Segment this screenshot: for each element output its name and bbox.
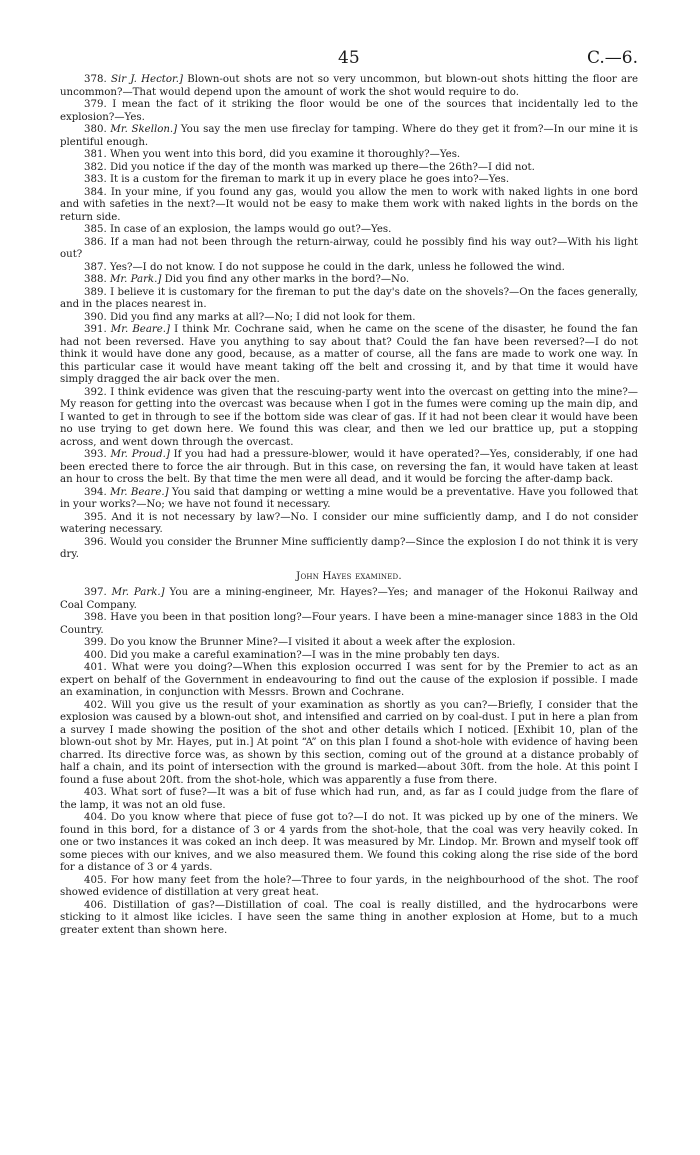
question-paragraph [60,262,638,275]
question-paragraph [60,637,638,650]
testimony-text: In case of an explosion, the lamps would go out?—Yes. [109,224,392,235]
testimony-text: Distillation of gas?—Distillation of coal. The coal is really distilled, and the hydrocarbons were sticking to it almost like icicles. I have seen the same thing in another explosion at Home, but to a much greater extent than shown here. [60,899,638,936]
question-number: 393. [84,449,107,460]
question-number: 390. [84,311,107,323]
question-number: 387. [84,261,107,273]
testimony-text: Blown-out shots are not so very uncommon, but blown-out shots hitting the floor are uncommon?—That would depend upon the amount of work the shot would require to do. [60,74,638,98]
question-number: 383. [84,174,107,185]
testimony-text: In your mine, if you found any gas, would you allow the men to work with naked lights in one bord and with safeties in the next?—It would not be easy to make them work with naked lights in the bords on the return side. [60,186,638,223]
speaker-name: Mr. Park.] [109,274,162,285]
question-paragraph [60,650,638,663]
question-number: 406. [84,899,107,911]
testimony-text: Do you know the Brunner Mine?—I visited it about a week after the explosion. [109,637,516,648]
question-paragraph [60,387,638,450]
evidence-section-1 [60,74,638,562]
testimony-text: Do you know where that piece of fuse got to?—I do not. It was picked up by one of the miners. We found in this bord, for a distance of 3 or 4 yards from the shot-hole, that the coal was very heavily coked. In one or two instances it was coked an inch deep. It was measured by Mr. Lindop. Mr. Brown and myself took off some pieces with our knives, and we also measured them. We found this coking along the rise side of the bord for a distance of 3 or 4 yards. [60,812,638,873]
question-paragraph [60,237,638,262]
question-paragraph [60,224,638,237]
question-number: 404. [84,812,107,823]
question-number: 391. [84,324,107,335]
question-paragraph [60,187,638,225]
question-paragraph [60,324,638,387]
question-number: 396. [84,536,107,548]
testimony-text: You say the men use fireclay for tamping. Where do they get it from?—In our mine it is plentiful enough. [60,124,639,148]
question-number: 379. [84,99,107,110]
question-paragraph [60,487,638,512]
speaker-name: Mr. Beare.] [110,486,169,498]
testimony-text: Yes?—I do not know. I do not suppose he could in the dark, unless he followed the wind. [109,261,565,273]
testimony-text: I think Mr. Cochrane said, when he came on the scene of the disaster, he found the fan had not been reversed. Have you anything to say about that? Could the fan have been reversed?—I do not think it would have done any good, because, as a matter of course, all the fans are made to work one way. In this particular case it would have meant taking off the belt and crossing it, and by that time it would have simply dragged the air back over the men. [60,324,638,385]
testimony-text: Did you notice if the day of the month was marked up there—the 26th?—I did not. [109,161,535,173]
testimony-text: If a man had not been through the return-airway, could he possibly find his way out?—With his light out? [60,236,638,260]
question-number: 378. [84,74,107,85]
question-number: 402. [84,699,107,711]
testimony-text: Have you been in that position long?—Four years. I have been a mine-manager since 1883 in the Old Country. [60,612,638,636]
question-number: 400. [84,649,107,661]
question-paragraph [60,787,638,812]
testimony-text: I mean the fact of it striking the floor would be one of the sources that incidentally led to the explosion?—Yes. [60,99,638,123]
question-number: 382. [84,161,107,173]
document-page [60,40,638,937]
document-reference: C.—6. [586,48,638,68]
question-paragraph [60,900,638,938]
evidence-section-2 [60,587,638,937]
question-number: 405. [84,874,107,886]
question-paragraph [60,587,638,612]
testimony-text: You are a mining-engineer, Mr. Hayes?—Yes; and manager of the Hokonui Railway and Coal Company. [60,587,638,611]
testimony-text: Did you find any other marks in the bord?—No. [161,274,410,285]
question-paragraph [60,875,638,900]
question-number: 403. [84,787,107,798]
speaker-name: Mr. Beare.] [110,324,171,335]
speaker-name: Sir J. Hector.] [110,74,183,85]
testimony-text: Did you find any marks at all?—No; I did not look for them. [109,311,416,323]
question-paragraph [60,99,638,124]
testimony-text: What were you doing?—When this explosion occurred I was sent for by the Premier to act as an expert on behalf of the Government in endeavouring to find out the cause of the explosion if possible. I made an examination, in conjunction with Messrs. Brown and Cochrane. [60,662,638,698]
question-paragraph [60,287,638,312]
testimony-text: You said that damping or wetting a mine would be a preventative. Have you followed that in your works?—No; we have not found it necessary. [60,486,638,510]
testimony-text: What sort of fuse?—It was a bit of fuse which had run, and, as far as I could judge from the flare of the lamp, it was not an old fuse. [60,787,638,811]
speaker-name: Mr. Proud.] [110,449,170,460]
speaker-name: Mr. Park.] [111,587,165,598]
question-paragraph [60,149,638,162]
page-number: 45 [338,48,360,68]
question-number: 399. [84,637,107,648]
question-paragraph [60,312,638,325]
question-paragraph [60,612,638,637]
question-paragraph [60,174,638,187]
question-number: 392. [84,386,107,398]
question-number: 381. [84,149,107,160]
witness-heading: John Hayes examined. [296,570,402,582]
question-number: 386. [84,236,107,248]
testimony-text: Did you make a careful examination?—I was in the mine probably ten days. [109,649,500,661]
question-number: 397. [84,587,107,598]
question-number: 389. [84,286,107,298]
question-number: 384. [84,186,107,198]
testimony-text: It is a custom for the fireman to mark it up in every place he goes into?—Yes. [109,174,510,185]
question-paragraph [60,162,638,175]
question-paragraph [60,537,638,562]
testimony-text: Would you consider the Brunner Mine sufficiently damp?—Since the explosion I do not think it is very dry. [60,536,638,560]
testimony-text: Will you give us the result of your examination as shortly as you can?—Briefly, I consider that the explosion was caused by a blown-out shot, and intensified and carried on by coal-dust. I put in here a plan from a survey I made showing the position of the shot and other details which I noticed. [Exhibit 10, plan of the blown-out shot by Mr. Hayes, put in.] At point “A” on this plan I found a shot-hole with evidence of having been charred. Its directive force was, as shown by this section, coming out of the ground at a distance probably of half a chain, and its point of intersection with the ground is marked—about 30ft. from the hole. At this point I found a fuse about 20ft. from the shot-hole, which was apparently a fuse from there. [60,699,638,786]
testimony-text: When you went into this bord, did you examine it thoroughly?—Yes. [109,149,461,160]
question-paragraph [60,812,638,875]
question-paragraph [60,449,638,487]
question-number: 401. [84,662,107,673]
question-number: 385. [84,224,107,235]
question-number: 388. [84,274,107,285]
testimony-text: For how many feet from the hole?—Three to four yards, in the neighbourhood of the shot. The roof showed evidence of distillation at very great heat. [60,874,638,898]
question-number: 394. [84,486,107,498]
testimony-text: And it is not necessary by law?—No. I consider our mine sufficiently damp, and I do not consider watering necessary. [60,511,638,535]
question-number: 398. [84,612,107,623]
question-paragraph [60,274,638,287]
testimony-text: If you had had a pressure-blower, would it have operated?—Yes, considerably, if one had been erected there to force the air through. But in this case, on reversing the fan, it would have taken at least an hour to cross the belt. By that time the men were all dead, and it would be forcing the after-damp back. [60,449,638,485]
page-header [60,40,638,74]
testimony-text: I think evidence was given that the rescuing-party went into the overcast on getting into the mine?—My reason for getting into the overcast was because when I got in the fumes were coming up the main dip, and I wanted to get in through to see if the bottom side was clear of gas. If it had not been clear it would have been no use trying to get down here. We found this was clear, and then we led our brattice up, put a stopping across, and went down through the overcast. [60,386,638,448]
question-number: 380. [84,124,107,135]
speaker-name: Mr. Skellon.] [110,124,178,135]
question-paragraph [60,124,638,149]
testimony-text: I believe it is customary for the fireman to put the day's date on the shovels?—On the faces generally, and in the places nearest in. [60,286,638,310]
question-paragraph [60,700,638,788]
question-paragraph [60,512,638,537]
question-number: 395. [84,511,107,523]
question-paragraph [60,74,638,99]
question-paragraph [60,662,638,700]
